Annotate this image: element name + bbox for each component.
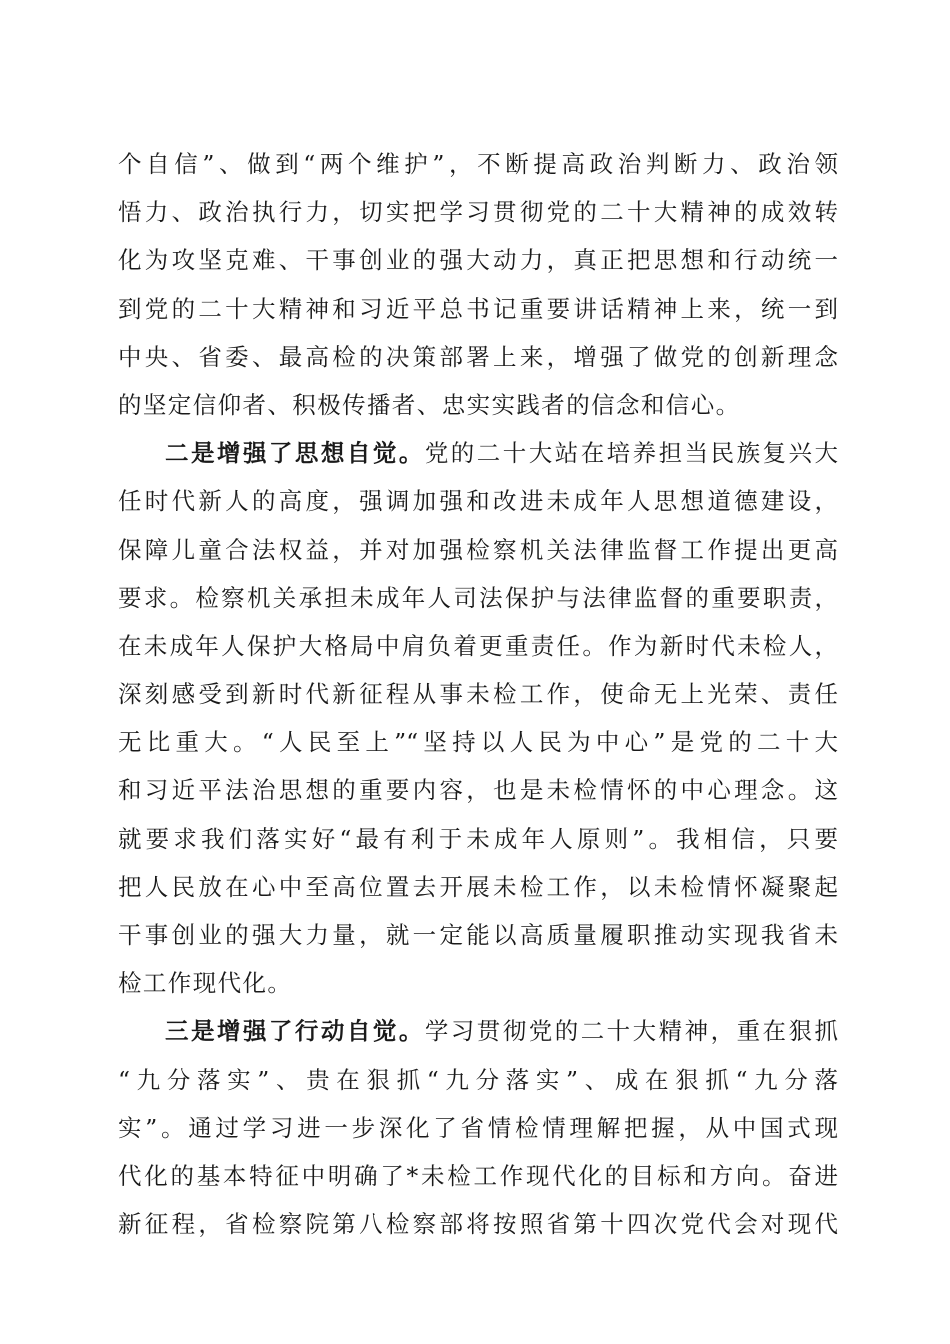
text-line: 的坚定信仰者、积极传播者、忠实实践者的信念和信心。 bbox=[118, 390, 741, 419]
text-line: 深刻感受到新时代新征程从事未检工作，使命无上光荣、责任 bbox=[118, 680, 838, 709]
paragraph-first-line-text: 党的二十大站在培养担当民族复兴大 bbox=[424, 439, 838, 468]
text-line: 保障儿童合法权益，并对加强检察机关法律监督工作提出更高 bbox=[118, 535, 838, 564]
text-line: 要求。检察机关承担未成年人司法保护与法律监督的重要职责， bbox=[118, 583, 838, 612]
text-line: 新征程，省检察院第八检察部将按照省第十四次党代会对现代 bbox=[118, 1210, 838, 1239]
text-line: 无比重大。“人民至上”“坚持以人民为中心”是党的二十大 bbox=[118, 728, 838, 757]
text-line: 到党的二十大精神和习近平总书记重要讲话精神上来，统一到 bbox=[118, 294, 838, 323]
text-line: 实”。通过学习进一步深化了省情检情理解把握，从中国式现 bbox=[118, 1113, 838, 1142]
paragraph-first-line-text: 学习贯彻党的二十大精神，重在狠抓 bbox=[424, 1017, 838, 1046]
text-line: 中央、省委、最高检的决策部署上来，增强了做党的创新理念 bbox=[118, 342, 838, 371]
text-line: 任时代新人的高度，强调加强和改进未成年人思想道德建设， bbox=[118, 487, 838, 516]
text-line: 化为攻坚克难、干事创业的强大动力，真正把思想和行动统一 bbox=[118, 246, 838, 275]
text-line: 个自信”、做到“两个维护”，不断提高政治判断力、政治领 bbox=[118, 150, 838, 178]
text-line: 检工作现代化。 bbox=[118, 969, 293, 998]
text-line: 把人民放在心中至高位置去开展未检工作，以未检情怀凝聚起 bbox=[118, 872, 838, 901]
paragraph-first-line bbox=[118, 429, 838, 477]
paragraph-first-line bbox=[118, 1007, 838, 1055]
text-line: 就要求我们落实好“最有利于未成年人原则”。我相信，只要 bbox=[118, 824, 838, 853]
paragraph-lead: 二是增强了思想自觉。 bbox=[165, 439, 425, 468]
text-line: 悟力、政治执行力，切实把学习贯彻党的二十大精神的成效转 bbox=[118, 198, 838, 227]
text-line: 和习近平法治思想的重要内容，也是未检情怀的中心理念。这 bbox=[118, 776, 838, 805]
body-text bbox=[118, 140, 838, 1248]
text-line: 干事创业的强大力量，就一定能以高质量履职推动实现我省未 bbox=[118, 921, 838, 949]
paragraph-lead: 三是增强了行动自觉。 bbox=[165, 1017, 425, 1046]
text-line: “九分落实”、贵在狠抓“九分落实”、成在狠抓“九分落 bbox=[118, 1065, 838, 1094]
text-line: 代化的基本特征中明确了*未检工作现代化的目标和方向。奋进 bbox=[118, 1161, 838, 1190]
text-line: 在未成年人保护大格局中肩负着更重责任。作为新时代未检人， bbox=[118, 631, 838, 660]
